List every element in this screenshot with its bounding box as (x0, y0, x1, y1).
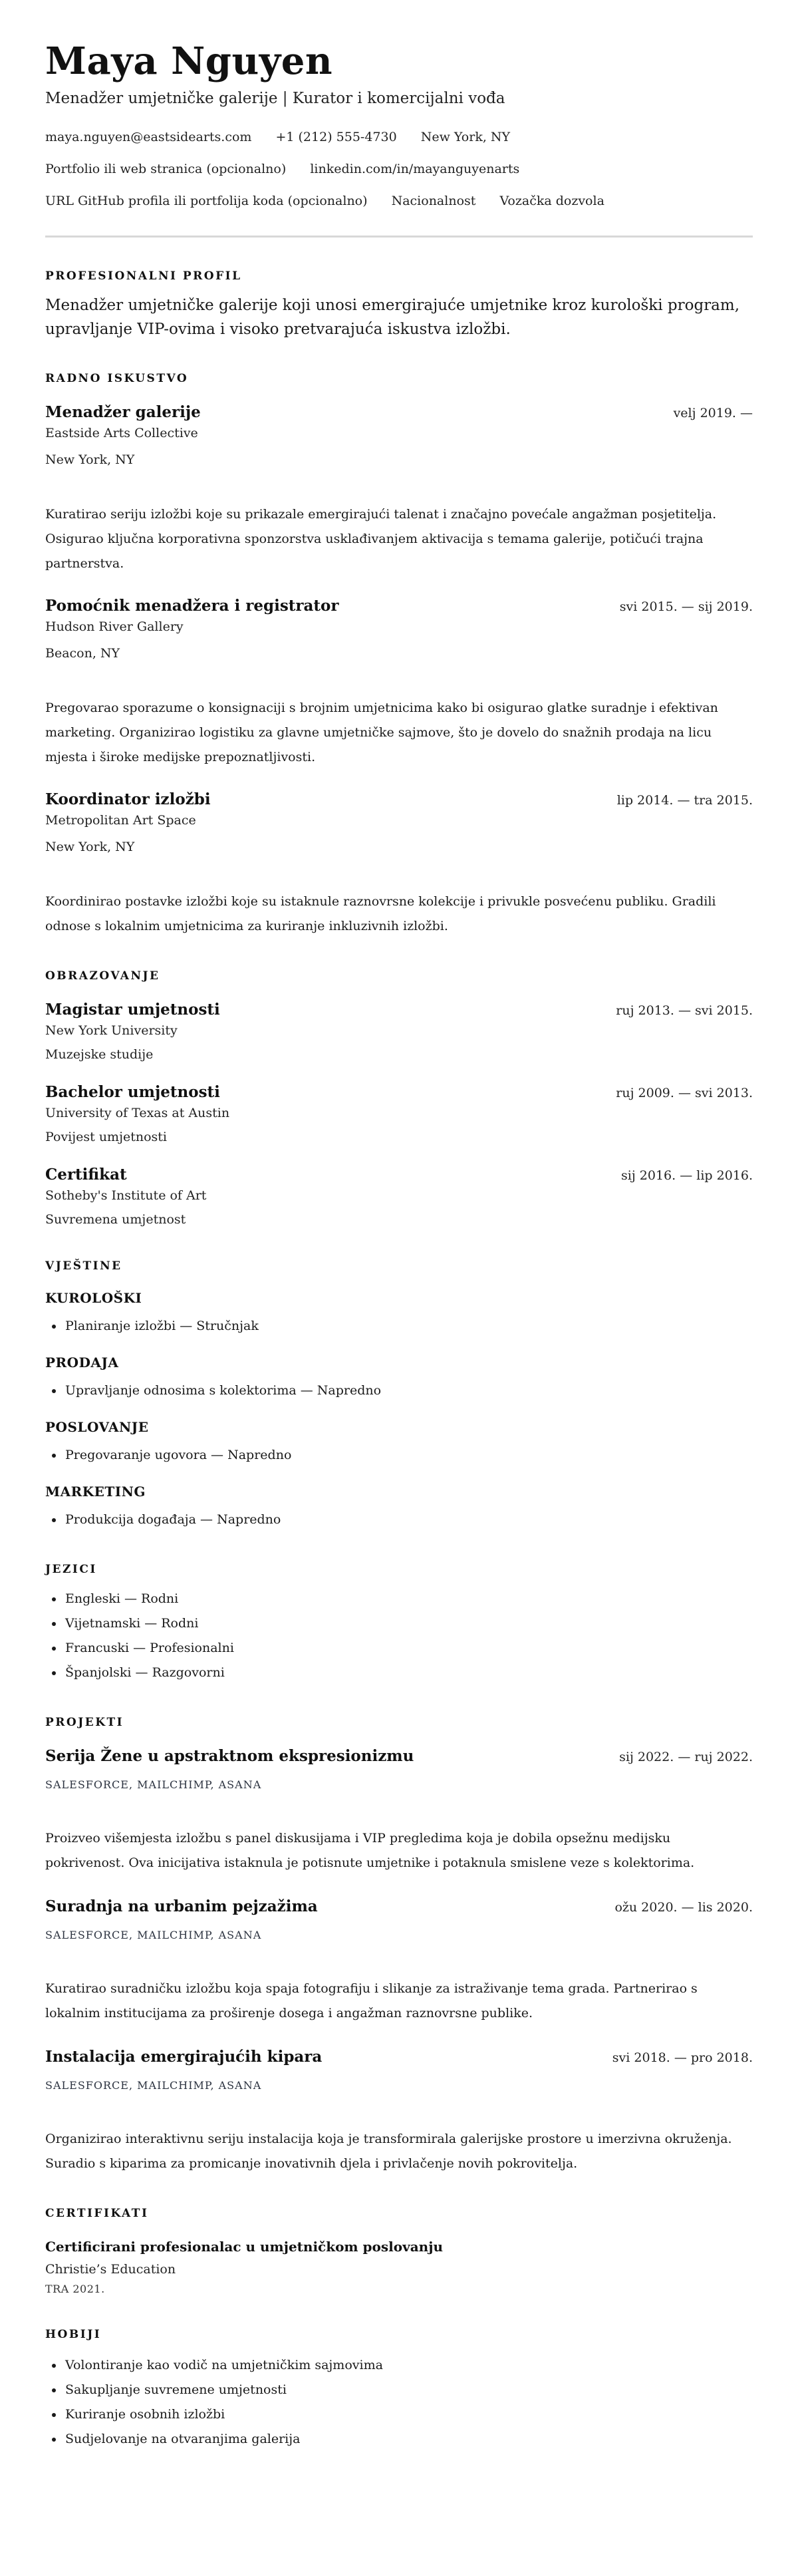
github-link[interactable]: URL GitHub profila ili portfolija koda (opcionalno) (45, 194, 368, 208)
employer: Hudson River Gallery (45, 619, 184, 634)
education-section (45, 968, 753, 1229)
certificates-section (45, 2205, 753, 2297)
job-dates: lip 2014. — tra 2015. (616, 793, 753, 808)
skill-group (45, 1418, 753, 1468)
header-divider (45, 236, 753, 238)
education-dates: ruj 2009. — svi 2013. (616, 1086, 753, 1100)
hobby-list (45, 2353, 753, 2452)
drivers-license-text: Vozačka dozvola (499, 194, 604, 208)
hobby-item: • Kuriranje osobnih izložbi (64, 2402, 753, 2427)
email-link[interactable]: maya.nguyen@eastsidearts.com (45, 130, 252, 144)
section-title-experience: RADNO ISKUSTVO (45, 372, 189, 385)
profile-summary: Menadžer umjetničke galerije koji unosi emergirajuće umjetnike kroz kurološki program, upravljanje VIP-ovima i visoko pretvarajuća iskustva izložbi. (45, 297, 740, 338)
resume-header (45, 39, 753, 210)
skill-item: • Produkcija događaja — Napredno (64, 1508, 753, 1532)
job-description: Koordinirao postavke izložbi koje su istaknule raznovrsne kolekcije i privukle posvećenu publiku. Gradili odnose s lokalnim umjetnicima za kuriranje inkluzivnih izložbi. (45, 894, 716, 933)
section-title-certificates: CERTIFIKATI (45, 2207, 149, 2220)
degree-title: Certifikat (45, 1166, 127, 1184)
phone-text[interactable]: +1 (212) 555-4730 (275, 130, 397, 144)
project-dates: svi 2018. — pro 2018. (612, 2050, 753, 2065)
project-item (45, 1746, 753, 1875)
experience-item (45, 402, 753, 576)
hobby-item: • Sudjelovanje na otvaranjima galerija (64, 2427, 753, 2452)
certificate-issuer: Christie’s Education (45, 2262, 176, 2277)
language-item: • Španjolski — Razgovorni (64, 1661, 753, 1685)
job-dates: velj 2019. — (673, 406, 753, 420)
contact-row-3 (45, 192, 753, 210)
skills-section (45, 1258, 753, 1532)
profile-section (45, 268, 753, 341)
projects-section (45, 1714, 753, 2176)
certificate-date: TRA 2021. (45, 2283, 105, 2295)
skill-item: • Upravljanje odnosima s kolektorima — Napredno (64, 1378, 753, 1403)
hobby-item: • Volontiranje kao vodič na umjetničkim sajmovima (64, 2353, 753, 2378)
language-item: • Engleski — Rodni (64, 1587, 753, 1611)
employer: Metropolitan Art Space (45, 813, 196, 828)
experience-item (45, 790, 753, 939)
hobbies-section (45, 2327, 753, 2452)
skill-item: • Planiranje izložbi — Stručnjak (64, 1314, 753, 1339)
experience-section (45, 371, 753, 939)
education-item (45, 1082, 753, 1146)
project-name: Instalacija emergirajućih kipara (45, 2048, 323, 2066)
location-text: New York, NY (420, 130, 511, 144)
education-dates: sij 2016. — lip 2016. (621, 1168, 753, 1183)
candidate-headline: Menadžer umjetničke galerije | Kurator i komercijalni vođa (45, 90, 505, 107)
field-of-study: Suvremena umjetnost (45, 1212, 186, 1227)
project-tech: SALESFORCE, MAILCHIMP, ASANA (45, 2079, 262, 2092)
skill-category: KUROLOŠKI (45, 1290, 142, 1306)
job-location: Beacon, NY (45, 646, 120, 661)
education-item (45, 1165, 753, 1229)
project-dates: sij 2022. — ruj 2022. (619, 1750, 753, 1764)
job-title: Menadžer galerije (45, 403, 201, 421)
section-title-skills: VJEŠTINE (45, 1259, 122, 1273)
project-dates: ožu 2020. — lis 2020. (614, 1900, 753, 1915)
skill-category: PRODAJA (45, 1355, 119, 1370)
section-title-profile: PROFESIONALNI PROFIL (45, 269, 242, 283)
job-location: New York, NY (45, 840, 135, 854)
project-description: Organizirao interaktivnu seriju instalacija koja je transformirala galerijske prostore u imerzivna okruženja. Suradio s kiparima za promicanje inovativnih djela i privlačenje novih pokrovitelja. (45, 2132, 732, 2171)
hobby-item: • Sakupljanje suvremene umjetnosti (64, 2378, 753, 2402)
language-item: • Francuski — Profesionalni (64, 1636, 753, 1661)
school-name: Sotheby's Institute of Art (45, 1188, 207, 1203)
language-list (45, 1587, 753, 1685)
project-tech: SALESFORCE, MAILCHIMP, ASANA (45, 1929, 262, 1941)
skill-category: MARKETING (45, 1484, 146, 1500)
skill-list (45, 1443, 753, 1468)
job-location: New York, NY (45, 452, 135, 467)
section-title-languages: JEZICI (45, 1563, 97, 1576)
project-item (45, 1897, 753, 2026)
project-description: Proizveo višemjesta izložbu s panel diskusijama i VIP pregledima koja je dobila opsežnu medijsku pokrivenost. Ova inicijativa istaknula je potisnute umjetnike i potaknula smislene veze s kolektorima. (45, 1831, 695, 1870)
skill-item: • Pregovaranje ugovora — Napredno (64, 1443, 753, 1468)
skill-group (45, 1353, 753, 1403)
contact-row-1 (45, 128, 753, 146)
certificate-name: Certificirani profesionalac u umjetničkom poslovanju (45, 2239, 443, 2255)
job-dates: svi 2015. — sij 2019. (619, 599, 753, 614)
field-of-study: Muzejske studije (45, 1047, 154, 1062)
education-dates: ruj 2013. — svi 2015. (616, 1003, 753, 1018)
linkedin-link[interactable]: linkedin.com/in/mayanguyenarts (310, 162, 520, 176)
contact-row-2 (45, 160, 753, 178)
job-description: Pregovarao sporazume o konsignaciji s brojnim umjetnicima kako bi osigurao glatke suradnje i efektivan marketing. Organizirao logistiku za glavne umjetničke sajmove, što je dovelo do snažnih prodaja na licu mjesta i široke medijske prepoznatljivosti. (45, 701, 718, 764)
languages-section (45, 1561, 753, 1685)
language-item: • Vijetnamski — Rodni (64, 1611, 753, 1636)
degree-title: Magistar umjetnosti (45, 1001, 220, 1019)
project-item (45, 2047, 753, 2176)
skill-list (45, 1508, 753, 1532)
section-title-projects: PROJEKTI (45, 1716, 124, 1729)
field-of-study: Povijest umjetnosti (45, 1130, 167, 1144)
skill-category: POSLOVANJE (45, 1419, 149, 1435)
section-title-education: OBRAZOVANJE (45, 969, 160, 983)
job-title: Koordinator izložbi (45, 790, 211, 808)
portfolio-link[interactable]: Portfolio ili web stranica (opcionalno) (45, 162, 287, 176)
experience-item (45, 596, 753, 770)
skill-list (45, 1314, 753, 1339)
skill-group (45, 1289, 753, 1339)
employer: Eastside Arts Collective (45, 426, 198, 440)
project-name: Suradnja na urbanim pejzažima (45, 1897, 318, 1915)
skill-list (45, 1378, 753, 1403)
job-title: Pomoćnik menadžera i registrator (45, 597, 339, 615)
project-name: Serija Žene u apstraktnom ekspresionizmu (45, 1747, 414, 1765)
section-title-hobbies: HOBIJI (45, 2328, 102, 2341)
nationality-text: Nacionalnost (391, 194, 476, 208)
project-tech: SALESFORCE, MAILCHIMP, ASANA (45, 1778, 262, 1791)
job-description: Kuratirao seriju izložbi koje su prikazale emergirajući talenat i značajno povećale angažman posjetitelja. Osigurao ključna korporativna sponzorstva usklađivanjem aktivacija s temama galerije, potičući trajna partnerstva. (45, 507, 717, 571)
skill-group (45, 1482, 753, 1532)
school-name: New York University (45, 1023, 178, 1038)
education-item (45, 1000, 753, 1064)
degree-title: Bachelor umjetnosti (45, 1083, 220, 1101)
project-description: Kuratirao suradničku izložbu koja spaja fotografiju i slikanje za istraživanje tema grada. Partnerirao s lokalnim institucijama za proširenje dosega i angažman raznovrsne publike. (45, 1981, 698, 2020)
school-name: University of Texas at Austin (45, 1106, 230, 1120)
candidate-name: Maya Nguyen (45, 39, 333, 83)
